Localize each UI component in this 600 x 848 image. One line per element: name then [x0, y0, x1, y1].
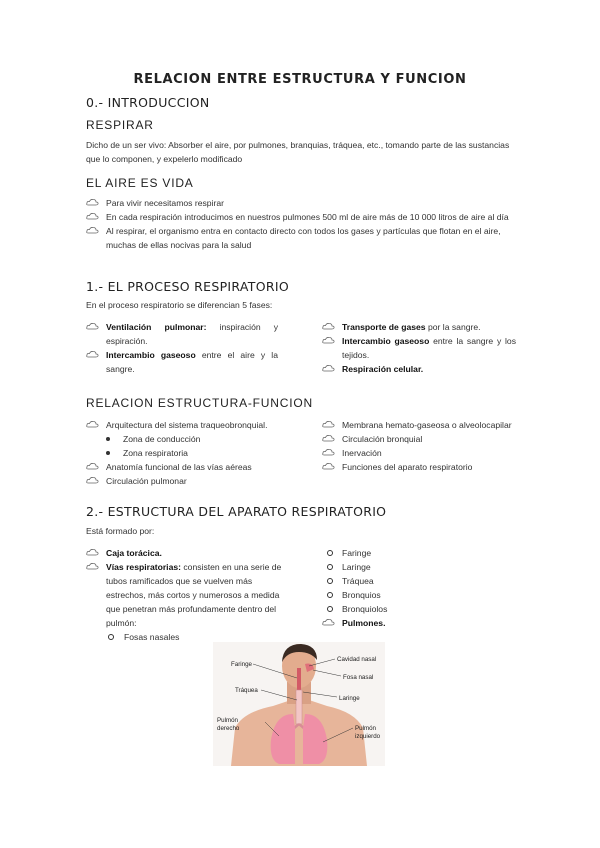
cloud-bullet-icon [86, 226, 99, 234]
list-item: Pulmones. [322, 616, 516, 630]
hollow-bullet-icon [327, 592, 333, 598]
list-item: Transporte de gases por la sangre. [322, 320, 516, 334]
cloud-bullet-icon [86, 198, 99, 206]
cloud-bullet-icon [86, 562, 99, 570]
sub-list-item: Fosas nasales [86, 630, 282, 644]
aire-list [86, 196, 518, 252]
list-item: En cada respiración introducimos en nuestros pulmones 500 ml de aire más de 10 000 litros de aire al día [86, 210, 518, 224]
list-item: Caja torácica. [86, 546, 282, 560]
cloud-bullet-icon [86, 548, 99, 556]
aire-heading: EL AIRE ES VIDA [86, 176, 194, 190]
label-pulmon-izquierdo-2: izquierdo [355, 733, 381, 740]
label-pulmon-derecho-1: Pulmón [217, 717, 238, 724]
relacion-right-list [322, 418, 516, 474]
label-pulmon-izquierdo-1: Pulmón [355, 725, 376, 732]
sub-list-item: Zona de conducción [86, 432, 280, 446]
hollow-bullet-icon [327, 606, 333, 612]
label-traquea: Tráquea [235, 687, 258, 694]
proceso-intro: En el proceso respiratorio se diferencian 5 fases: [86, 300, 273, 310]
list-item: Anatomía funcional de las vías aéreas [86, 460, 280, 474]
list-item: Al respirar, el organismo entra en contacto directo con todos los gases y partículas que flotan en el aire, muchas de ellas nocivas para la salud [86, 224, 518, 252]
list-item: Respiración celular. [322, 362, 516, 376]
cloud-bullet-icon [322, 434, 335, 442]
pharynx-shape [297, 668, 301, 690]
hollow-bullet-icon [327, 564, 333, 570]
list-item: Arquitectura del sistema traqueobronquial. [86, 418, 280, 432]
sub-list-item: Faringe [322, 546, 516, 560]
list-item: Funciones del aparato respiratorio [322, 460, 516, 474]
cloud-bullet-icon [86, 350, 99, 358]
list-item: Circulación bronquial [322, 432, 516, 446]
cloud-bullet-icon [322, 336, 335, 344]
respirar-heading: RESPIRAR [86, 118, 154, 132]
trachea-shape [296, 690, 302, 724]
sub-list-item: Zona respiratoria [86, 446, 280, 460]
label-pulmon-derecho-2: derecho [217, 725, 240, 732]
list-item: Vías respiratorias: consisten en una serie de tubos ramificados que se vuelven más estrechos, más cortos y numerosos a medida que penetran más profundamente dentro del pulmón: [86, 560, 282, 630]
label-cavidad-nasal: Cavidad nasal [337, 656, 377, 663]
cloud-bullet-icon [86, 420, 99, 428]
cloud-bullet-icon [322, 364, 335, 372]
list-item: Intercambio gaseoso entre el aire y la sangre. [86, 348, 278, 376]
sub-list-item: Tráquea [322, 574, 516, 588]
intro-heading: 0.- INTRODUCCION [86, 95, 210, 110]
list-item: Membrana hemato-gaseosa o alveolocapilar [322, 418, 516, 432]
bullet-dot-icon [106, 451, 110, 455]
sub-list-item: Laringe [322, 560, 516, 574]
document-title: RELACION ENTRE ESTRUCTURA Y FUNCION [133, 72, 467, 87]
cloud-bullet-icon [86, 462, 99, 470]
cloud-bullet-icon [322, 420, 335, 428]
hollow-bullet-icon [108, 634, 114, 640]
label-fosa-nasal: Fosa nasal [343, 674, 374, 681]
bullet-dot-icon [106, 437, 110, 441]
cloud-bullet-icon [322, 448, 335, 456]
sub-list-item: Bronquios [322, 588, 516, 602]
estructura-right-list [322, 546, 516, 630]
sub-list-item: Bronquiolos [322, 602, 516, 616]
hollow-bullet-icon [327, 550, 333, 556]
proceso-heading: 1.- EL PROCESO RESPIRATORIO [86, 279, 289, 294]
label-faringe: Faringe [231, 661, 252, 668]
list-item: Para vivir necesitamos respirar [86, 196, 518, 210]
estructura-intro: Está formado por: [86, 526, 155, 536]
respiratory-system-figure [213, 642, 385, 766]
list-item: Intercambio gaseoso entre la sangre y los tejidos. [322, 334, 516, 362]
hollow-bullet-icon [327, 578, 333, 584]
proceso-left-list [86, 320, 278, 376]
respirar-text: Dicho de un ser vivo: Absorber el aire, por pulmones, branquias, tráquea, etc., tomando parte de las sustancias que lo componen, y expelerlo modificado [86, 140, 510, 164]
list-item: Ventilación pulmonar: inspiración y espiración. [86, 320, 278, 348]
label-laringe: Laringe [339, 695, 360, 702]
cloud-bullet-icon [322, 462, 335, 470]
list-item: Circulación pulmonar [86, 474, 280, 488]
proceso-right-list [322, 320, 516, 376]
estructura-heading: 2.- ESTRUCTURA DEL APARATO RESPIRATORIO [86, 504, 387, 519]
cloud-bullet-icon [86, 476, 99, 484]
cloud-bullet-icon [322, 322, 335, 330]
list-item: Inervación [322, 446, 516, 460]
relacion-heading: RELACION ESTRUCTURA-FUNCION [86, 396, 313, 410]
estructura-left-list [86, 546, 282, 644]
cloud-bullet-icon [86, 322, 99, 330]
cloud-bullet-icon [322, 618, 335, 626]
cloud-bullet-icon [86, 212, 99, 220]
relacion-left-list [86, 418, 280, 488]
